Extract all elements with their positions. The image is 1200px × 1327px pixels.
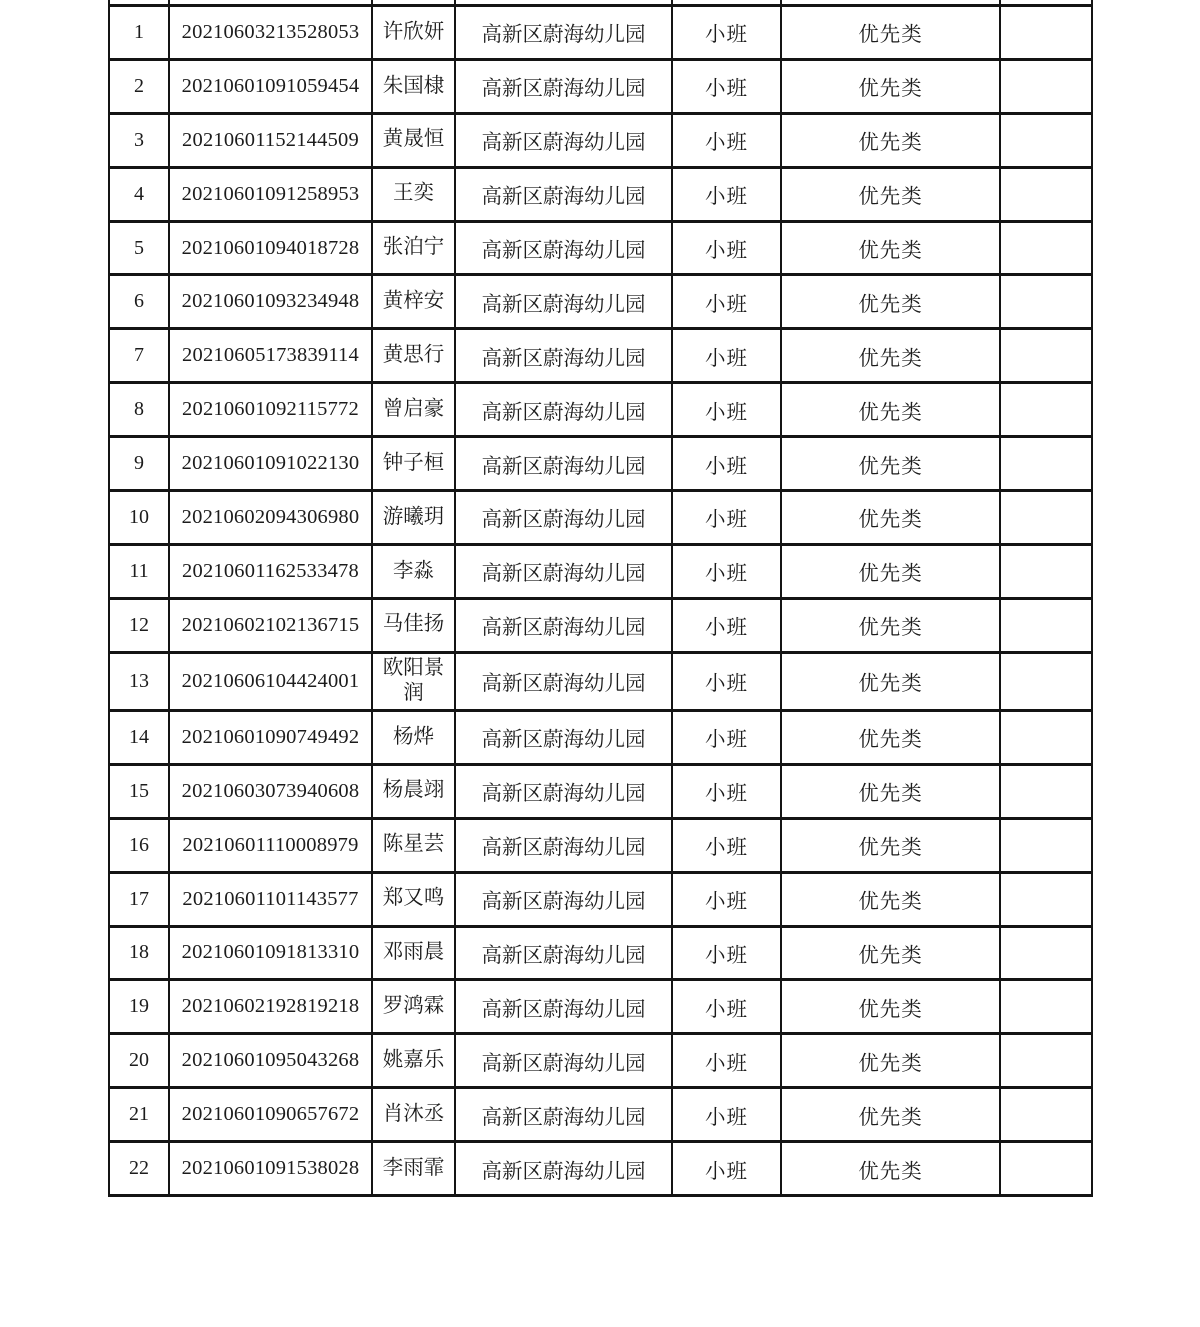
table-row	[109, 6, 1092, 60]
registration-id-cell: 20210601090749492	[169, 710, 372, 764]
kindergarten-cell: 高新区蔚海幼儿园	[455, 383, 672, 437]
registration-id-cell: 20210601091538028	[169, 1142, 372, 1196]
kindergarten-cell: 高新区蔚海幼儿园	[455, 59, 672, 113]
registration-id-cell: 20210606104424001	[169, 652, 372, 710]
class-level-cell: 小班	[672, 926, 781, 980]
registration-id-cell: 20210603073940608	[169, 764, 372, 818]
student-name-cell: 朱国棣	[372, 59, 455, 113]
remark-cell	[1000, 383, 1092, 437]
student-name-cell: 杨烨	[372, 710, 455, 764]
remark-cell	[1000, 329, 1092, 383]
category-cell: 优先类	[781, 926, 1000, 980]
class-level-cell: 小班	[672, 275, 781, 329]
table-row	[109, 275, 1092, 329]
table-row	[109, 113, 1092, 167]
category-cell: 优先类	[781, 383, 1000, 437]
remark-cell	[1000, 6, 1092, 60]
kindergarten-cell: 高新区蔚海幼儿园	[455, 6, 672, 60]
remark-cell	[1000, 980, 1092, 1034]
student-name-cell: 罗鸿霖	[372, 980, 455, 1034]
table-row	[109, 491, 1092, 545]
student-name-cell: 陈星芸	[372, 818, 455, 872]
student-name-cell: 游曦玥	[372, 491, 455, 545]
category-cell: 优先类	[781, 167, 1000, 221]
student-name-cell: 黄晟恒	[372, 113, 455, 167]
remark-cell	[1000, 491, 1092, 545]
serial-number-cell: 14	[109, 710, 169, 764]
registration-id-cell: 20210601091813310	[169, 926, 372, 980]
table-row	[109, 383, 1092, 437]
category-cell: 优先类	[781, 1088, 1000, 1142]
registration-id-cell: 20210601101143577	[169, 872, 372, 926]
serial-number-cell: 10	[109, 491, 169, 545]
serial-number-cell: 8	[109, 383, 169, 437]
table-row	[109, 329, 1092, 383]
table-row	[109, 926, 1092, 980]
class-level-cell: 小班	[672, 764, 781, 818]
registration-id-cell: 20210601090657672	[169, 1088, 372, 1142]
class-level-cell: 小班	[672, 710, 781, 764]
registration-id-cell: 20210603213528053	[169, 6, 372, 60]
class-level-cell: 小班	[672, 383, 781, 437]
remark-cell	[1000, 710, 1092, 764]
student-name-cell: 邓雨晨	[372, 926, 455, 980]
registration-id-cell: 20210602102136715	[169, 598, 372, 652]
table-row	[109, 221, 1092, 275]
category-cell: 优先类	[781, 598, 1000, 652]
kindergarten-cell: 高新区蔚海幼儿园	[455, 818, 672, 872]
table-row	[109, 1034, 1092, 1088]
remark-cell	[1000, 764, 1092, 818]
category-cell: 优先类	[781, 652, 1000, 710]
serial-number-cell: 3	[109, 113, 169, 167]
table-row	[109, 764, 1092, 818]
student-name-cell: 许欣妍	[372, 6, 455, 60]
registration-id-cell: 20210601152144509	[169, 113, 372, 167]
table-row	[109, 59, 1092, 113]
serial-number-cell: 5	[109, 221, 169, 275]
table-row	[109, 872, 1092, 926]
kindergarten-cell: 高新区蔚海幼儿园	[455, 491, 672, 545]
table-row	[109, 818, 1092, 872]
kindergarten-cell: 高新区蔚海幼儿园	[455, 167, 672, 221]
category-cell: 优先类	[781, 491, 1000, 545]
class-level-cell: 小班	[672, 167, 781, 221]
remark-cell	[1000, 926, 1092, 980]
serial-number-cell: 4	[109, 167, 169, 221]
remark-cell	[1000, 437, 1092, 491]
student-name-cell: 李淼	[372, 544, 455, 598]
category-cell: 优先类	[781, 872, 1000, 926]
kindergarten-cell: 高新区蔚海幼儿园	[455, 1088, 672, 1142]
registration-id-cell: 20210602094306980	[169, 491, 372, 545]
registration-id-cell: 20210601091258953	[169, 167, 372, 221]
table-row	[109, 544, 1092, 598]
table-row	[109, 1088, 1092, 1142]
student-name-cell: 杨晨翊	[372, 764, 455, 818]
class-level-cell: 小班	[672, 818, 781, 872]
registration-id-cell: 20210601091059454	[169, 59, 372, 113]
student-name-cell: 郑又鸣	[372, 872, 455, 926]
kindergarten-cell: 高新区蔚海幼儿园	[455, 329, 672, 383]
remark-cell	[1000, 872, 1092, 926]
serial-number-cell: 17	[109, 872, 169, 926]
table-row	[109, 167, 1092, 221]
class-level-cell: 小班	[672, 221, 781, 275]
student-name-cell: 肖沐丞	[372, 1088, 455, 1142]
student-name-cell: 钟子桓	[372, 437, 455, 491]
serial-number-cell: 1	[109, 6, 169, 60]
class-level-cell: 小班	[672, 980, 781, 1034]
remark-cell	[1000, 113, 1092, 167]
serial-number-cell: 20	[109, 1034, 169, 1088]
serial-number-cell: 9	[109, 437, 169, 491]
admission-roster-table	[108, 0, 1093, 1197]
category-cell: 优先类	[781, 6, 1000, 60]
remark-cell	[1000, 652, 1092, 710]
remark-cell	[1000, 1142, 1092, 1196]
serial-number-cell: 16	[109, 818, 169, 872]
remark-cell	[1000, 1088, 1092, 1142]
category-cell: 优先类	[781, 1142, 1000, 1196]
serial-number-cell: 19	[109, 980, 169, 1034]
roster-table-body	[109, 0, 1092, 1195]
remark-cell	[1000, 598, 1092, 652]
category-cell: 优先类	[781, 437, 1000, 491]
category-cell: 优先类	[781, 544, 1000, 598]
serial-number-cell: 2	[109, 59, 169, 113]
kindergarten-cell: 高新区蔚海幼儿园	[455, 598, 672, 652]
registration-id-cell: 20210601094018728	[169, 221, 372, 275]
remark-cell	[1000, 275, 1092, 329]
student-name-cell: 曾启豪	[372, 383, 455, 437]
table-row	[109, 437, 1092, 491]
class-level-cell: 小班	[672, 59, 781, 113]
class-level-cell: 小班	[672, 437, 781, 491]
table-row	[109, 598, 1092, 652]
remark-cell	[1000, 1034, 1092, 1088]
table-row	[109, 1142, 1092, 1196]
student-name-cell: 王奕	[372, 167, 455, 221]
registration-id-cell: 20210601092115772	[169, 383, 372, 437]
registration-id-cell: 20210601091022130	[169, 437, 372, 491]
serial-number-cell: 22	[109, 1142, 169, 1196]
registration-id-cell: 20210601162533478	[169, 544, 372, 598]
serial-number-cell: 21	[109, 1088, 169, 1142]
serial-number-cell: 11	[109, 544, 169, 598]
category-cell: 优先类	[781, 113, 1000, 167]
student-name-cell: 欧阳景润	[372, 652, 455, 710]
category-cell: 优先类	[781, 710, 1000, 764]
remark-cell	[1000, 221, 1092, 275]
student-name-cell: 李雨霏	[372, 1142, 455, 1196]
category-cell: 优先类	[781, 275, 1000, 329]
serial-number-cell: 6	[109, 275, 169, 329]
table-row	[109, 652, 1092, 710]
class-level-cell: 小班	[672, 1034, 781, 1088]
kindergarten-cell: 高新区蔚海幼儿园	[455, 275, 672, 329]
student-name-cell: 张泊宁	[372, 221, 455, 275]
class-level-cell: 小班	[672, 329, 781, 383]
table-row	[109, 980, 1092, 1034]
kindergarten-cell: 高新区蔚海幼儿园	[455, 710, 672, 764]
registration-id-cell: 20210602192819218	[169, 980, 372, 1034]
category-cell: 优先类	[781, 221, 1000, 275]
remark-cell	[1000, 59, 1092, 113]
class-level-cell: 小班	[672, 652, 781, 710]
kindergarten-cell: 高新区蔚海幼儿园	[455, 221, 672, 275]
kindergarten-cell: 高新区蔚海幼儿园	[455, 764, 672, 818]
student-name-cell: 黄思行	[372, 329, 455, 383]
kindergarten-cell: 高新区蔚海幼儿园	[455, 1034, 672, 1088]
registration-id-cell: 20210601093234948	[169, 275, 372, 329]
student-name-cell: 姚嘉乐	[372, 1034, 455, 1088]
category-cell: 优先类	[781, 1034, 1000, 1088]
class-level-cell: 小班	[672, 598, 781, 652]
kindergarten-cell: 高新区蔚海幼儿园	[455, 926, 672, 980]
remark-cell	[1000, 544, 1092, 598]
kindergarten-cell: 高新区蔚海幼儿园	[455, 437, 672, 491]
kindergarten-cell: 高新区蔚海幼儿园	[455, 113, 672, 167]
kindergarten-cell: 高新区蔚海幼儿园	[455, 872, 672, 926]
student-name-cell: 马佳扬	[372, 598, 455, 652]
table-row	[109, 710, 1092, 764]
serial-number-cell: 15	[109, 764, 169, 818]
category-cell: 优先类	[781, 764, 1000, 818]
serial-number-cell: 7	[109, 329, 169, 383]
kindergarten-cell: 高新区蔚海幼儿园	[455, 544, 672, 598]
serial-number-cell: 13	[109, 652, 169, 710]
class-level-cell: 小班	[672, 6, 781, 60]
remark-cell	[1000, 167, 1092, 221]
class-level-cell: 小班	[672, 1088, 781, 1142]
registration-id-cell: 20210601095043268	[169, 1034, 372, 1088]
registration-id-cell: 20210601110008979	[169, 818, 372, 872]
registration-id-cell: 20210605173839114	[169, 329, 372, 383]
category-cell: 优先类	[781, 59, 1000, 113]
kindergarten-cell: 高新区蔚海幼儿园	[455, 652, 672, 710]
serial-number-cell: 18	[109, 926, 169, 980]
remark-cell	[1000, 818, 1092, 872]
serial-number-cell: 12	[109, 598, 169, 652]
kindergarten-cell: 高新区蔚海幼儿园	[455, 1142, 672, 1196]
class-level-cell: 小班	[672, 872, 781, 926]
category-cell: 优先类	[781, 818, 1000, 872]
class-level-cell: 小班	[672, 113, 781, 167]
class-level-cell: 小班	[672, 1142, 781, 1196]
category-cell: 优先类	[781, 329, 1000, 383]
class-level-cell: 小班	[672, 491, 781, 545]
category-cell: 优先类	[781, 980, 1000, 1034]
kindergarten-cell: 高新区蔚海幼儿园	[455, 980, 672, 1034]
document-sheet	[108, 0, 1091, 1197]
student-name-cell: 黄梓安	[372, 275, 455, 329]
class-level-cell: 小班	[672, 544, 781, 598]
